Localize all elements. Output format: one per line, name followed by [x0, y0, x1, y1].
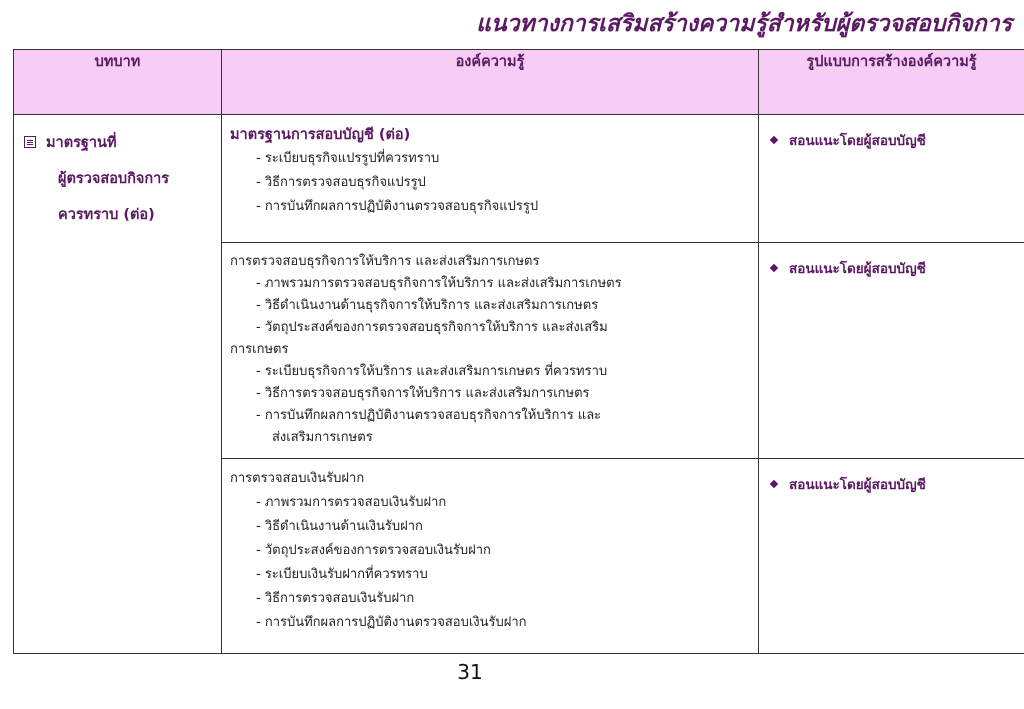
- method-label: สอนแนะโดยผู้สอบบัญชี: [789, 477, 926, 493]
- method-cell: [759, 115, 1024, 243]
- table-row: [14, 115, 1024, 243]
- page-title: แนวทางการเสริมสร้างความรู้สำหรับผู้ตรวจสอบกิจการ: [476, 11, 1012, 37]
- knowledge-item-continuation: การเกษตร: [230, 342, 289, 357]
- method-label: สอนแนะโดยผู้สอบบัญชี: [789, 133, 926, 149]
- method-cell: [759, 459, 1024, 654]
- knowledge-item: - วัตถุประสงค์ของการตรวจสอบธุรกิจการให้บริการ และส่งเสริม: [256, 320, 608, 335]
- knowledge-cell: [222, 459, 759, 654]
- knowledge-item: - การบันทึกผลการปฏิบัติงานตรวจสอบธุรกิจการให้บริการ และ: [256, 408, 602, 423]
- knowledge-item: - ระเบียบธุรกิจการให้บริการ และส่งเสริมการเกษตร ที่ควรทราบ: [256, 364, 608, 379]
- diamond-bullet-icon: [770, 264, 778, 272]
- diamond-bullet-icon: [770, 136, 778, 144]
- header-role: บทบาท: [14, 50, 222, 115]
- knowledge-item: - วิธีการตรวจสอบธุรกิจการให้บริการ และส่งเสริมการเกษตร: [256, 386, 590, 401]
- method-cell: [759, 243, 1024, 459]
- header-knowledge: องค์ความรู้: [222, 50, 759, 115]
- knowledge-item: - การบันทึกผลการปฏิบัติงานตรวจสอบธุรกิจแปรรูป: [256, 199, 539, 214]
- knowledge-item: - วิธีดำเนินงานด้านธุรกิจการให้บริการ และส่งเสริมการเกษตร: [256, 298, 599, 313]
- diamond-bullet-icon: [770, 480, 778, 488]
- role-line: ควรทราบ (ต่อ): [58, 207, 155, 223]
- knowledge-item: - วิธีการตรวจสอบเงินรับฝาก: [256, 591, 415, 606]
- role-cell: [14, 115, 222, 654]
- knowledge-heading: มาตรฐานการสอบบัญชี (ต่อ): [230, 127, 411, 143]
- knowledge-table: [13, 49, 1024, 654]
- knowledge-item: - ภาพรวมการตรวจสอบเงินรับฝาก: [256, 495, 447, 510]
- knowledge-item-continuation: ส่งเสริมการเกษตร: [272, 430, 373, 445]
- knowledge-item: - วิธีดำเนินงานด้านเงินรับฝาก: [256, 519, 423, 534]
- knowledge-item: - วิธีการตรวจสอบธุรกิจแปรรูป: [256, 175, 426, 190]
- knowledge-heading: การตรวจสอบธุรกิจการให้บริการ และส่งเสริมการเกษตร: [230, 254, 540, 269]
- knowledge-item: - ระเบียบธุรกิจแปรรูปที่ควรทราบ: [256, 151, 440, 166]
- knowledge-item: - วัตถุประสงค์ของการตรวจสอบเงินรับฝาก: [256, 543, 491, 558]
- square-bullet-icon: [24, 136, 36, 148]
- method-label: สอนแนะโดยผู้สอบบัญชี: [789, 261, 926, 277]
- role-line: ผู้ตรวจสอบกิจการ: [58, 171, 170, 187]
- knowledge-item: - ภาพรวมการตรวจสอบธุรกิจการให้บริการ และส่งเสริมการเกษตร: [256, 276, 622, 291]
- knowledge-item: - ระเบียบเงินรับฝากที่ควรทราบ: [256, 567, 428, 582]
- knowledge-item: - การบันทึกผลการปฏิบัติงานตรวจสอบเงินรับฝาก: [256, 615, 527, 630]
- page-number: 31: [457, 660, 483, 684]
- knowledge-heading: การตรวจสอบเงินรับฝาก: [230, 471, 365, 486]
- header-method: รูปแบบการสร้างองค์ความรู้: [759, 50, 1024, 115]
- role-line: มาตรฐานที่: [46, 135, 117, 151]
- knowledge-cell: [222, 243, 759, 459]
- knowledge-cell: [222, 115, 759, 243]
- table-header-row: [14, 50, 1024, 115]
